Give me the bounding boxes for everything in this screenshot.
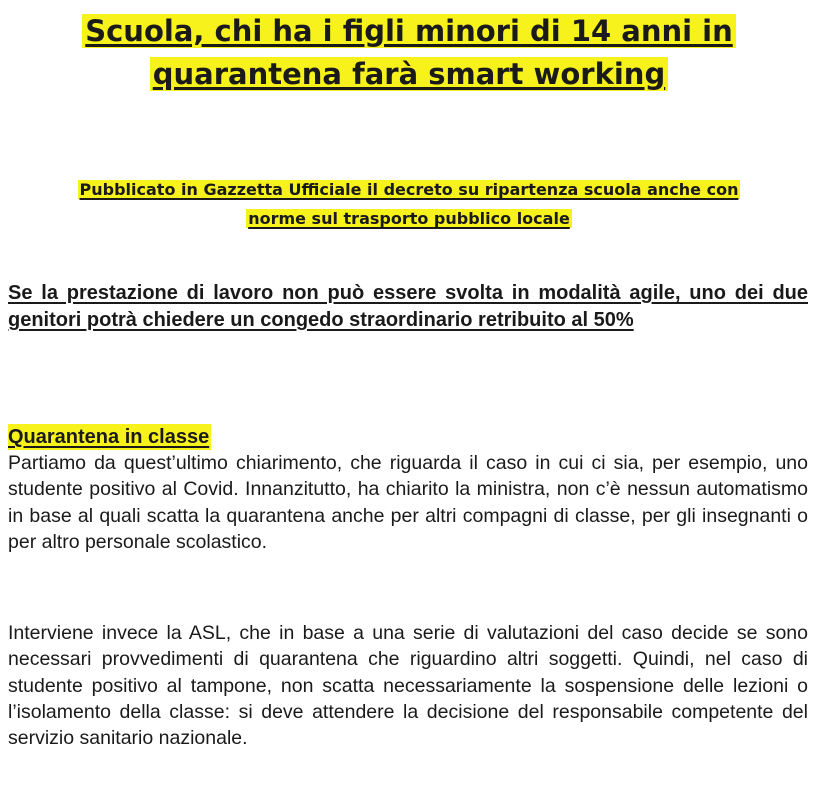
article-subtitle	[20, 175, 798, 233]
lead-paragraph: Se la prestazione di lavoro non può essere svolta in modalità agile, uno dei due genitori potrà chiedere un congedo straordinario retribuito al 50%	[8, 282, 808, 331]
title-line-2: quarantena farà smart working	[150, 57, 668, 91]
section-heading: Quarantena in classe	[8, 426, 210, 448]
subtitle-line-2: norme sul trasporto pubblico locale	[248, 209, 570, 228]
title-line-1: Scuola, chi ha i figli minori di 14 anni in	[82, 14, 736, 48]
article-title	[40, 10, 778, 96]
body-paragraph: Partiamo da quest’ultimo chiarimento, che riguarda il caso in cui ci sia, per esempio, uno studente positivo al Covid. Innanzitutto, ha chiarito la ministra, non c’è nessun automatismo in base al quali scatta la quarantena anche per altri compagni di classe, per gli insegnanti o per altro personale scolastico.	[8, 452, 808, 553]
subtitle-line-1: Pubblicato in Gazzetta Ufficiale il decreto su ripartenza scuola anche con	[79, 180, 739, 199]
body-paragraph: Interviene invece la ASL, che in base a una serie di valutazioni del caso decide se sono necessari provvedimenti di quarantena che riguardino altri soggetti. Quindi, nel caso di studente positivo al tampone, non scatta necessariamente la sospensione delle lezioni o l’isolamento della classe: si deve attendere la decisione del responsabile competente del servizio sanitario nazionale.	[8, 622, 808, 750]
